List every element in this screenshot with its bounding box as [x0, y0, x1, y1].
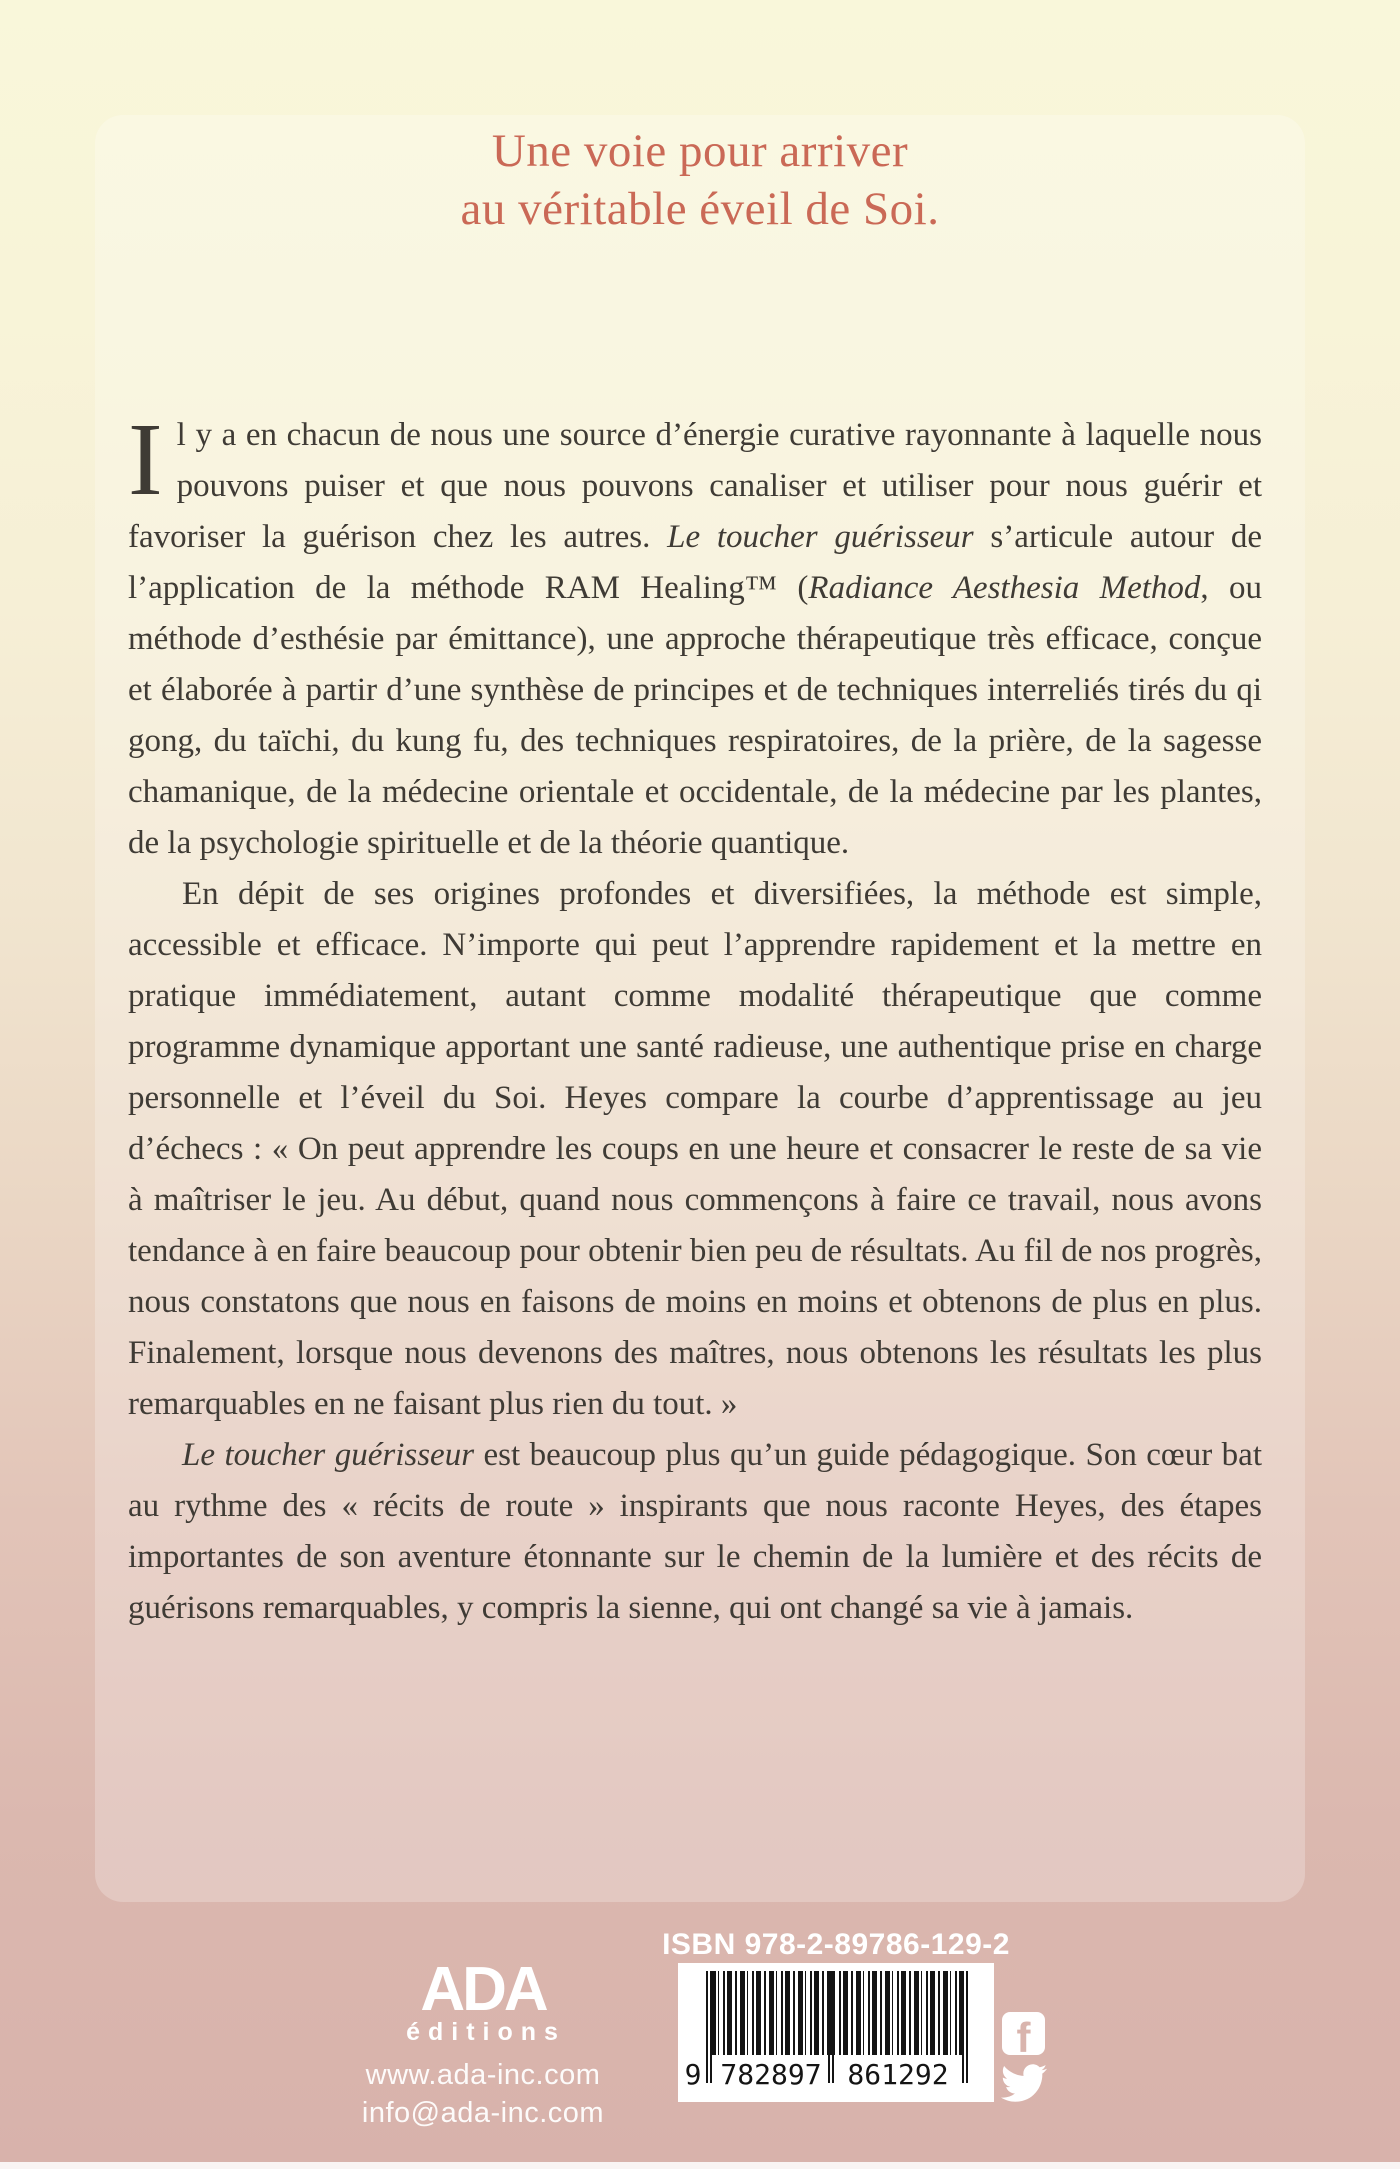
facebook-glyph: f	[1016, 2014, 1031, 2055]
body-paragraph	[128, 402, 1262, 869]
twitter-icon	[998, 2060, 1050, 2106]
barcode	[678, 1963, 994, 2102]
body-segment: est beaucoup plus qu’un guide pédagogique. Son cœur bat au rythme des « récits de route » inspirants que nous raconte Heyes, des étapes importantes de son aventure étonnante sur le chemin de la lumière et des récits de guérisons remarquables, y compris la sienne, qui ont changé sa vie à jamais.	[128, 1437, 1262, 1626]
body-paragraph	[128, 869, 1262, 1430]
barcode-digit-lead: 9	[682, 2059, 704, 2091]
barcode-digit-group-1: 782897	[716, 2059, 826, 2091]
body-segment: , ou méthode d’esthésie par émittance), une approche thérapeutique très efficace, conçue et élaborée à partir d’une synthèse de principes et de techniques interreliés tirés du qi gong, du taïchi, du kung fu, des techniques respiratoires, de la prière, de la sagesse chamanique, de la médecine orientale et occidentale, de la médecine par les plantes, de la psychologie spirituelle et de la théorie quantique.	[128, 570, 1262, 861]
publisher-email: info@ada-inc.com	[361, 2097, 605, 2129]
body-segment: s’articule autour de l’application de la méthode RAM Healing™ (	[128, 519, 1262, 606]
barcode-bars	[706, 1971, 968, 2055]
body-segment: l y a en chacun de nous une source d’énergie curative rayonnante à laquelle nous pouvons puiser et que nous pouvons canaliser et utiliser pour nous guérir et favoriser la guérison chez les autres.	[128, 417, 1262, 555]
barcode-guard-bar	[832, 1971, 834, 2083]
body-segment-italic: Radiance Aesthesia Method	[808, 570, 1201, 606]
tagline-line-1: Une voie pour arriver	[491, 125, 909, 177]
body-paragraph	[128, 1430, 1262, 1634]
drop-cap: I	[128, 402, 163, 517]
tagline-line-2: au véritable éveil de Soi.	[460, 183, 940, 235]
barcode-guard-bar	[828, 1971, 830, 2083]
body-segment-italic: Le toucher guérisseur	[667, 519, 974, 555]
bottom-edge-strip	[0, 2162, 1400, 2169]
cover-tagline	[0, 122, 1400, 238]
body-segment-italic: Le toucher guérisseur	[182, 1437, 475, 1473]
publisher-website: www.ada-inc.com	[365, 2059, 601, 2091]
barcode-digit-group-2: 861292	[836, 2059, 960, 2091]
barcode-guard-bar	[706, 1971, 708, 2083]
publisher-block	[333, 1955, 633, 2130]
barcode-guard-bar	[710, 1971, 712, 2083]
isbn-label: ISBN 978-2-89786-129-2	[662, 1928, 1010, 1961]
body-segment: En dépit de ses origines profondes et diversifiées, la méthode est simple, accessible et efficace. N’importe qui peut l’apprendre rapidement et la mettre en pratique immédiatement, autant comme modalité thérapeutique que comme programme dynamique apportant une santé radieuse, une authentique prise en charge personnelle et l’éveil du Soi. Heyes compare la courbe d’apprentissage au jeu d’échecs : « On peut apprendre les coups en une heure et consacrer le reste de sa vie à maîtriser le jeu. Au début, quand nous commençons à faire ce travail, nous avons tendance à en faire beaucoup pour obtenir bien peu de résultats. Au fil de nos progrès, nous constatons que nous en faisons de moins en moins et obtenons de plus en plus. Finalement, lorsque nous devenons des maîtres, nous obtenons les résultats les plus remarquables en ne faisant plus rien du tout. »	[128, 876, 1262, 1422]
publisher-logo: ADA	[420, 1955, 546, 2024]
barcode-guard-bar	[962, 1971, 964, 2083]
barcode-guard-bar	[966, 1971, 968, 2083]
facebook-icon	[1002, 2012, 1045, 2055]
publisher-logo-subtitle: éditions	[406, 2018, 566, 2046]
body-text	[128, 402, 1262, 1634]
